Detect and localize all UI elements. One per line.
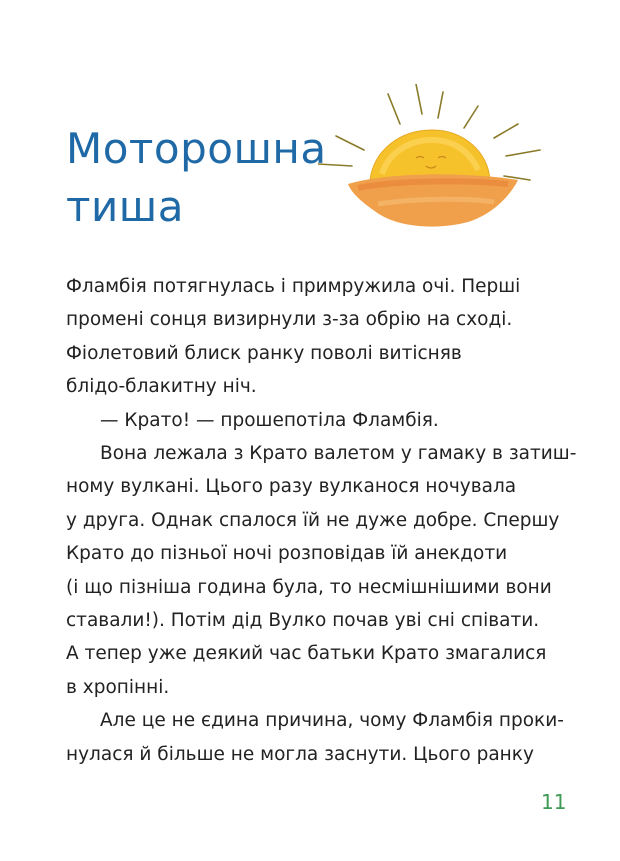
paragraph-line: ставали!). Потім дід Вулко почав уві сні співати. xyxy=(66,610,540,632)
chapter-body-text xyxy=(66,270,577,771)
paragraph-line: в хропінні. xyxy=(66,676,170,698)
paragraph-line: ному вулкані. Цього разу вулканося ночувала xyxy=(66,476,517,498)
paragraph-line: блідо-блакитну ніч. xyxy=(66,376,257,398)
chapter-title-line-2: тиша xyxy=(66,182,184,231)
page-number: 11 xyxy=(541,790,567,814)
chapter-title-line-1: Моторошна xyxy=(66,124,327,173)
paragraph-line: Вона лежала з Крато валетом у гамаку в затиш- xyxy=(100,443,577,465)
paragraph-line: (і що пізніша година була, то несмішнішими вони xyxy=(66,576,552,598)
paragraph-line: Але це не єдина причина, чому Фламбія проки- xyxy=(100,710,564,732)
paragraph-line: А тепер уже деякий час батьки Крато змагалися xyxy=(66,643,547,665)
paragraph-line: Фіолетовий блиск ранку поволі витісняв xyxy=(66,342,462,364)
paragraph-line: — Крато! — прошепотіла Фламбія. xyxy=(100,409,439,431)
paragraph-line: промені сонця визирнули з-за обрію на сході. xyxy=(66,309,513,331)
paragraph-line: у друга. Однак спалося їй не дуже добре. Спершу xyxy=(66,509,560,531)
paragraph-line: Фламбія потягнулась і примружила очі. Перші xyxy=(66,276,521,297)
paragraph-line: нулася й більше не могла заснути. Цього ранку xyxy=(66,743,534,765)
chapter-title xyxy=(66,120,327,236)
rising-sun-icon xyxy=(318,84,554,234)
paragraph-line: Крато до пізньої ночі розповідав їй анекдоти xyxy=(66,543,508,565)
